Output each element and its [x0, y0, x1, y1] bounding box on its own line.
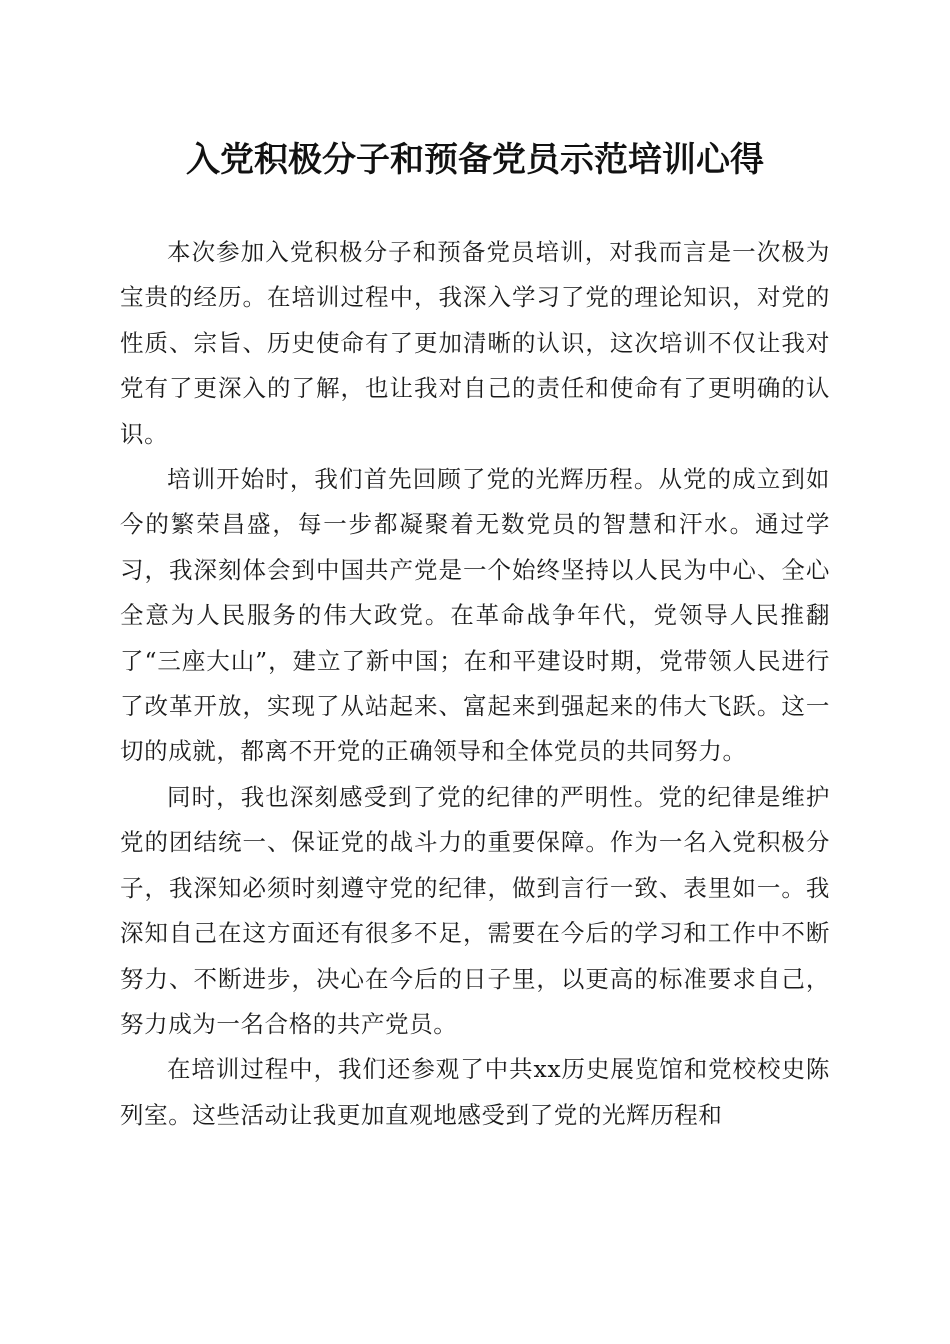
paragraph-4: 在培训过程中，我们还参观了中共xx历史展览馆和党校校史陈列室。这些活动让我更加直观地感受到了党的光辉历程和 — [120, 1055, 830, 1129]
paragraph-2: 培训开始时，我们首先回顾了党的光辉历程。从党的成立到如今的繁荣昌盛，每一步都凝聚着无数党员的智慧和汗水。通过学习，我深刻体会到中国共产党是一个始终坚持以人民为中心、全心全意为人民服务的伟大政党。在革命战争年代，党领导人民推翻了“三座大山”，建立了新中国；在和平建设时期，党带领人民进行了改革开放，实现了从站起来、富起来到强起来的伟大飞跃。这一切的成就，都离不开党的正确领导和全体党员的共同努力。 — [120, 465, 830, 766]
document-title: 入党积极分子和预备党员示范培训心得 — [186, 140, 764, 180]
document-body — [120, 230, 830, 1138]
paragraph-1: 本次参加入党积极分子和预备党员培训，对我而言是一次极为宝贵的经历。在培训过程中，我深入学习了党的理论知识，对党的性质、宗旨、历史使命有了更加清晰的认识，这次培训不仅让我对党有了更深入的了解，也让我对自己的责任和使命有了更明确的认识。 — [120, 238, 830, 448]
paragraph-3: 同时，我也深刻感受到了党的纪律的严明性。党的纪律是维护党的团结统一、保证党的战斗力的重要保障。作为一名入党积极分子，我深知必须时刻遵守党的纪律，做到言行一致、表里如一。我深知自己在这方面还有很多不足，需要在今后的学习和工作中不断努力、不断进步，决心在今后的日子里，以更高的标准要求自己，努力成为一名合格的共产党员。 — [120, 782, 830, 1038]
